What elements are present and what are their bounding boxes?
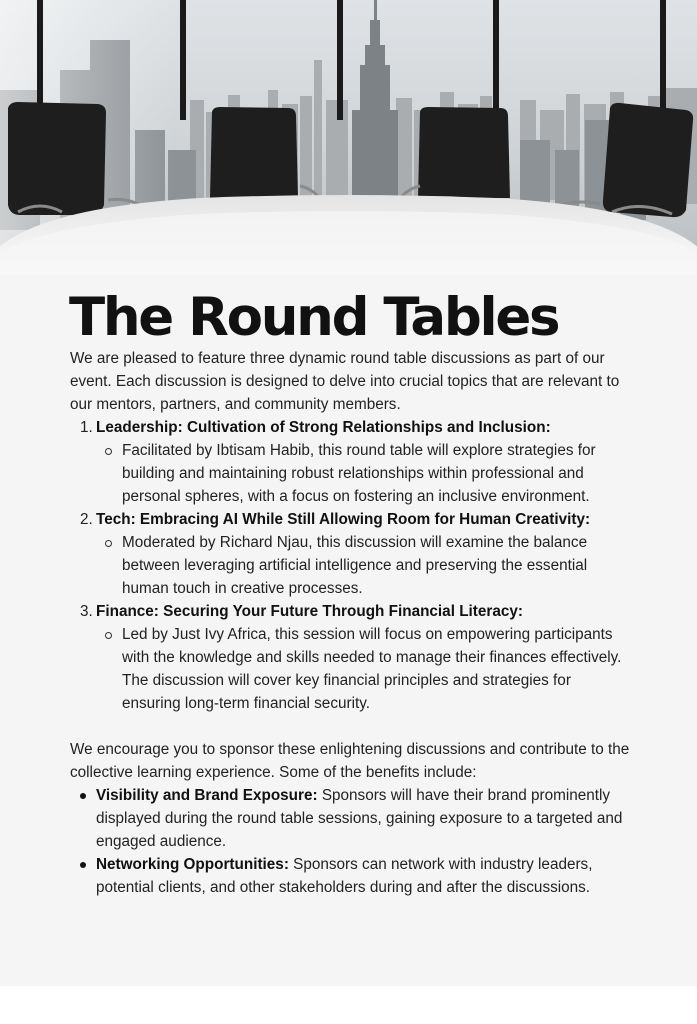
conference-room-skyline-image [0,0,697,274]
topic-item [70,508,632,600]
topic-detail [96,439,632,508]
sponsor-paragraph: We encourage you to sponsor these enlightening discussions and contribute to the collective learning experience. Some of the benefits include: [70,741,630,781]
topic-detail-text: Led by Just Ivy Africa, this session will focus on empowering participants with the knowledge and skills needed to manage their finances effectively. The discussion will cover key financial principles and strategies for ensuring long-term financial security. [122,626,622,712]
topic-title: Finance: Securing Your Future Through Financial Literacy: [96,603,523,620]
bullet-icon [80,793,86,799]
topic-detail-text: Facilitated by Ibtisam Habib, this round table will explore strategies for building and maintaining robust relationships within professional and personal spheres, with a focus on fostering an inclusive environment. [122,442,596,505]
topic-detail-text: Moderated by Richard Njau, this discussion will examine the balance between leveraging artificial intelligence and preserving the essential human touch in creative processes. [122,534,588,597]
topic-detail-list [96,531,632,600]
topic-detail [96,531,632,600]
topic-item [70,416,632,508]
article-body [70,347,632,899]
hero-image [0,0,697,274]
spacer [70,715,632,738]
topic-number: 3. [80,603,93,620]
topic-detail-list [96,439,632,508]
topic-title: Tech: Embracing AI While Still Allowing Room for Human Creativity: [96,511,591,528]
hollow-bullet-icon [105,448,112,455]
benefit-title: Visibility and Brand Exposure: [96,787,318,804]
topic-item [70,600,632,715]
topic-detail [96,623,632,715]
benefit-item [70,853,632,899]
topic-number: 1. [80,419,93,436]
benefit-text: Sponsors can network with industry leaders, potential clients, and other stakeholders during and after the discussions. [96,856,593,896]
content-panel [0,274,697,986]
page-title: The Round Tables [69,287,559,348]
bullet-icon [80,862,86,868]
benefit-title: Networking Opportunities: [96,856,289,873]
intro-paragraph: We are pleased to feature three dynamic round table discussions as part of our event. Each discussion is designed to delve into crucial topics that are relevant to our mentors, partners, and community members. [70,350,620,413]
benefits-list [70,784,632,899]
benefit-item [70,784,632,853]
topic-title: Leadership: Cultivation of Strong Relationships and Inclusion: [96,419,551,436]
hollow-bullet-icon [105,540,112,547]
topic-detail-list [96,623,632,715]
hollow-bullet-icon [105,632,112,639]
topics-list [70,416,632,715]
benefit-text: Sponsors will have their brand prominently displayed during the round table sessions, gaining exposure to a targeted and engaged audience. [96,787,623,850]
topic-number: 2. [80,511,93,528]
